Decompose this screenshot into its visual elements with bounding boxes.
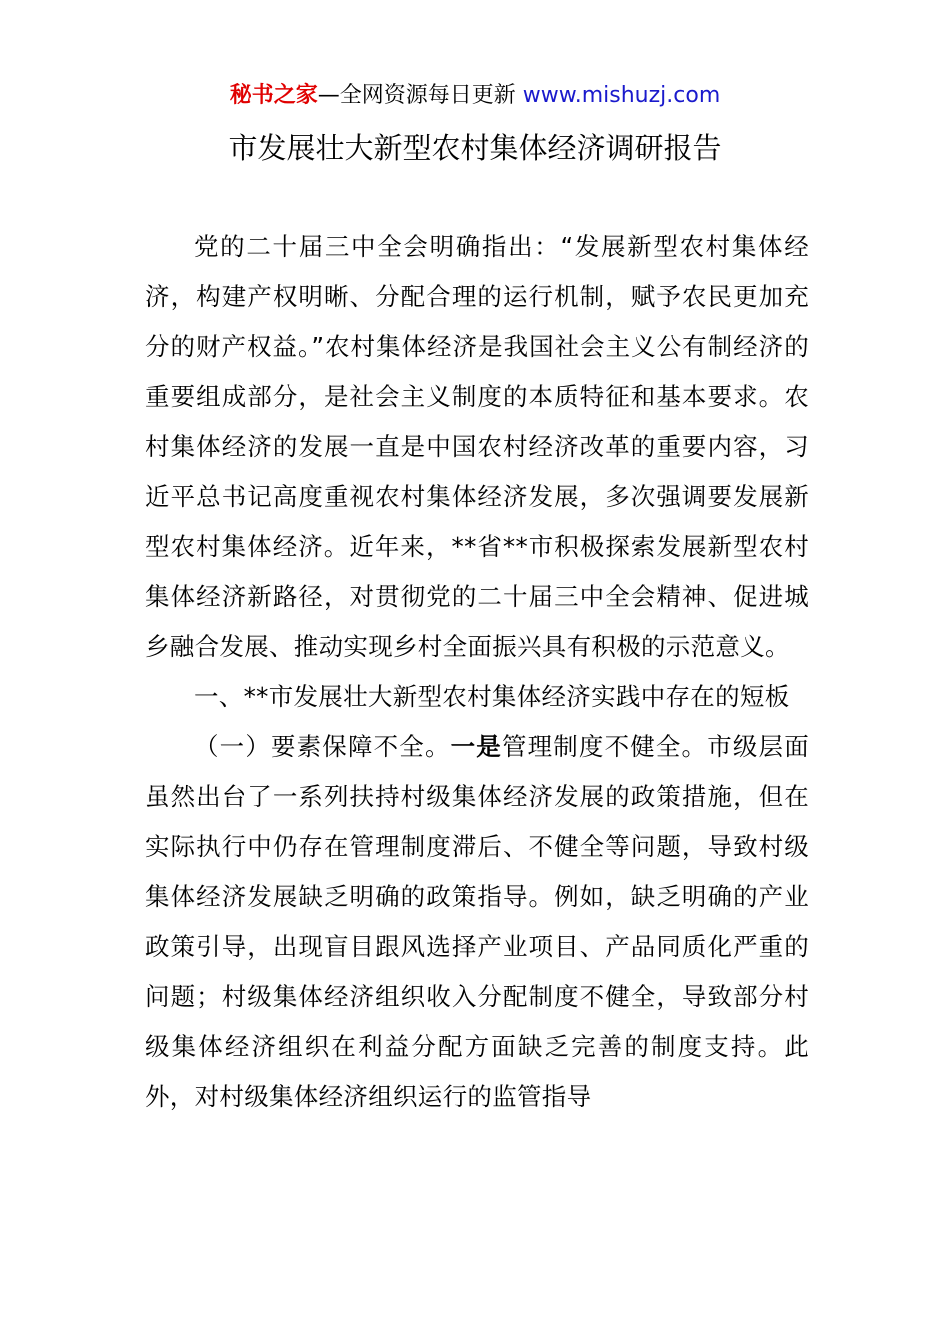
subsection-heading: （一）要素保障不全。 xyxy=(194,732,451,761)
subsection-text: 管理制度不健全。市级层面虽然出台了一系列扶持村级集体经济发展的政策措施，但在实际执行中仍存在管理制度滞后、不健全等问题，导致村级集体经济发展缺乏明确的政策指导。例如，缺乏明确的产业政策引导，出现盲目跟风选择产业项目、产品同质化严重的问题；村级集体经济组织收入分配制度不健全，导致部分村级集体经济组织在利益分配方面缺乏完善的制度支持。此外，对村级集体经济组织运行的监管指导 xyxy=(145,732,809,1111)
document-body xyxy=(145,222,809,1122)
brand-name: 秘书之家 xyxy=(229,83,318,108)
intro-paragraph: 党的二十届三中全会明确指出：“发展新型农村集体经济，构建产权明晰、分配合理的运行机制，赋予农民更加充分的财产权益。”农村集体经济是我国社会主义公有制经济的重要组成部分，是社会主义制度的本质特征和基本要求。农村集体经济的发展一直是中国农村经济改革的重要内容，习近平总书记高度重视农村集体经济发展，多次强调要发展新型农村集体经济。近年来，**省**市积极探索发展新型农村集体经济新路径，对贯彻党的二十届三中全会精神、促进城乡融合发展、推动实现乡村全面振兴具有积极的示范意义。 xyxy=(145,232,809,661)
subsection-paragraph xyxy=(145,722,809,1122)
section-heading: 一、**市发展壮大新型农村集体经济实践中存在的短板 xyxy=(194,682,790,711)
header-tagline: —全网资源每日更新 xyxy=(317,83,516,108)
site-url-link[interactable]: www.mishuzj.com xyxy=(522,83,721,108)
document-title: 市发展壮大新型农村集体经济调研报告 xyxy=(228,131,722,165)
site-header xyxy=(0,80,950,112)
point-lead: 一是 xyxy=(450,732,502,761)
